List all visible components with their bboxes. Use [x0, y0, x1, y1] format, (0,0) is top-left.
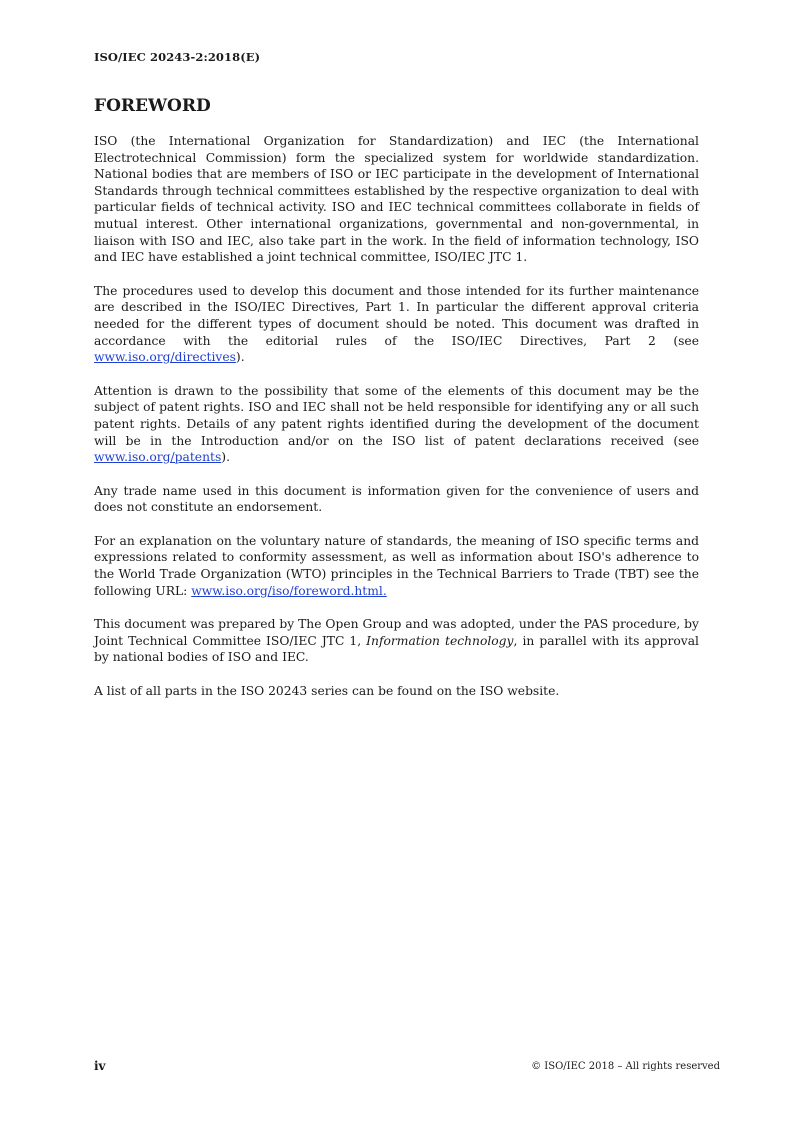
paragraph-6-text-a: This document was prepared by The Open Group and was adopted, under the PAS procedure, by Joint Technical Committee ISO/IEC JTC 1,	[94, 617, 699, 648]
paragraph-6-text-b: , in parallel with its approval by national bodies of ISO and IEC.	[94, 633, 699, 665]
paragraph-5-text: For an explanation on the voluntary nature of standards, the meaning of ISO specific terms and expressions related to conformity assessment, as well as information about ISO's adherence to the World Trade Organization (WTO) principles in the Technical Barriers to Trade (TBT) see the following URL:	[94, 533, 699, 598]
document-header-id: ISO/IEC 20243-2:2018(E)	[94, 50, 261, 64]
paragraph-1: ISO (the International Organization for Standardization) and IEC (the International Electrotechnical Commission) form the specialized system for worldwide standardization. National bodies that are members of ISO or IEC participate in the development of International Standards through technical committees established by the respective organization to deal with particular fields of technical activity. ISO and IEC technical committees collaborate in fields of mutual interest. Other international organizations, governmental and non-governmental, in liaison with ISO and IEC, also take part in the work. In the field of information technology, ISO and IEC have established a joint technical committee, ISO/IEC JTC 1.	[94, 134, 699, 265]
paragraph-2-text: The procedures used to develop this document and those intended for its further maintenance are described in the ISO/IEC Directives, Part 1. In particular the different approval criteria needed for the different types of document should be noted. This document was drafted in accordance with the editorial rules of the ISO/IEC Directives, Part 2 (see	[94, 283, 699, 348]
copyright-notice: © ISO/IEC 2018 – All rights reserved	[531, 1061, 720, 1072]
directives-link[interactable]: www.iso.org/directives	[94, 350, 236, 365]
patents-link[interactable]: www.iso.org/patents	[94, 450, 222, 465]
paragraph-2	[94, 283, 699, 366]
paragraph-6	[94, 616, 699, 666]
paragraph-3-text: Attention is drawn to the possibility that some of the elements of this document may be the subject of patent rights. ISO and IEC shall not be held responsible for identifying any or all such patent rights. Details of any patent rights identified during the development of the document will be in the Introduction and/or on the ISO list of patent declarations received (see	[94, 383, 699, 448]
paragraph-2-end: ).	[235, 350, 245, 365]
foreword-link[interactable]: www.iso.org/iso/foreword.html.	[191, 583, 387, 598]
paragraph-3	[94, 383, 699, 466]
paragraph-3-end: ).	[221, 450, 230, 465]
paragraph-6-italic: Information technology	[366, 633, 514, 648]
paragraph-5	[94, 533, 699, 599]
page-number: iv	[94, 1059, 106, 1073]
paragraph-4: Any trade name used in this document is information given for the convenience of users and does not constitute an endorsement.	[94, 483, 699, 515]
paragraph-7: A list of all parts in the ISO 20243 series can be found on the ISO website.	[94, 684, 560, 699]
foreword-body	[94, 133, 699, 717]
page-title: FOREWORD	[94, 96, 211, 116]
